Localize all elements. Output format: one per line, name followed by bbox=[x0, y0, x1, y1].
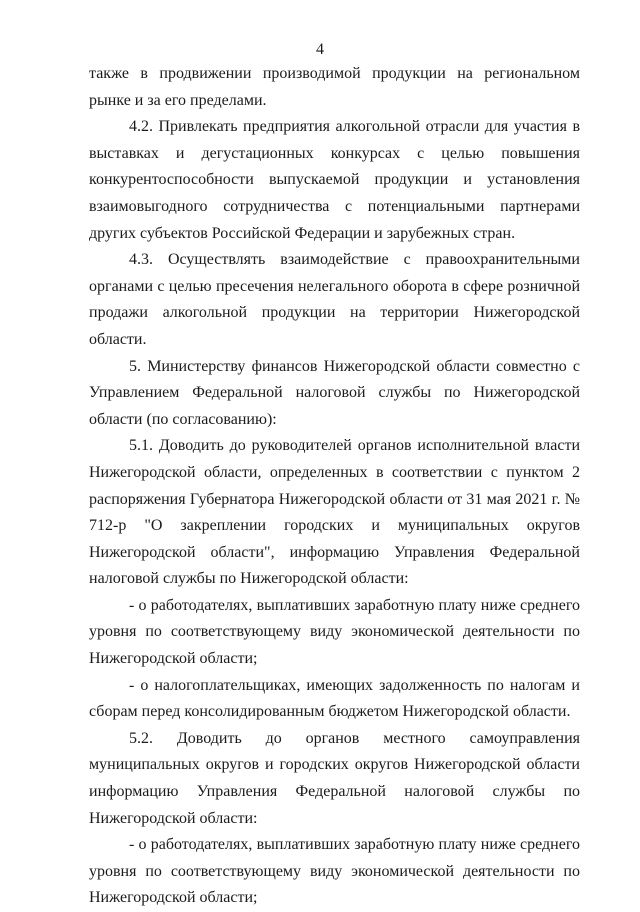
list-item-taxpayers: - о налогоплательщиках, имеющих задолженность по налогам и сборам перед консолидированным бюджетом Нижегородской области. bbox=[89, 676, 580, 721]
paragraph-4-2: 4.2. Привлекать предприятия алкогольной отрасли для участия в выставках и дегустационных конкурсах с целью повышения конкурентоспособности выпускаемой продукции и установления взаимовыгодного сотрудничества с потенциальными партнерами других субъектов Российской Федерации и зарубежных стран. bbox=[89, 118, 580, 242]
paragraph-5-2: 5.2. Доводить до органов местного самоуправления муниципальных округов и городских округов Нижегородской области информацию Управления Федеральной налоговой службы по Нижегородской области: bbox=[89, 729, 580, 827]
page-number: 4 bbox=[316, 41, 324, 58]
document-body bbox=[89, 61, 580, 912]
paragraph-5: 5. Министерству финансов Нижегородской области совместно с Управлением Федеральной налоговой службы по Нижегородской области (по согласованию): bbox=[89, 357, 580, 428]
list-item-employers-2: - о работодателях, выплативших заработную плату ниже среднего уровня по соответствующему виду экономической деятельности по Нижегородской области; bbox=[89, 836, 580, 907]
paragraph-4-3: 4.3. Осуществлять взаимодействие с правоохранительными органами с целью пресечения нелегального оборота в сфере розничной продажи алкогольной продукции на территории Нижегородской области. bbox=[89, 251, 580, 348]
paragraph-5-1: 5.1. Доводить до руководителей органов исполнительной власти Нижегородской области, определенных в соответствии с пунктом 2 распоряжения Губернатора Нижегородской области от 31 мая 2021 г. № 712-р "О закреплении городских и муниципальных округов Нижегородской области", информацию Управления Федеральной налоговой службы по Нижегородской области: bbox=[89, 437, 580, 588]
list-item-employers: - о работодателях, выплативших заработную плату ниже среднего уровня по соответствующему виду экономической деятельности по Нижегородской области; bbox=[89, 596, 580, 668]
paragraph-continuation: также в продвижении производимой продукции на региональном рынке и за его пределами. bbox=[89, 65, 580, 109]
